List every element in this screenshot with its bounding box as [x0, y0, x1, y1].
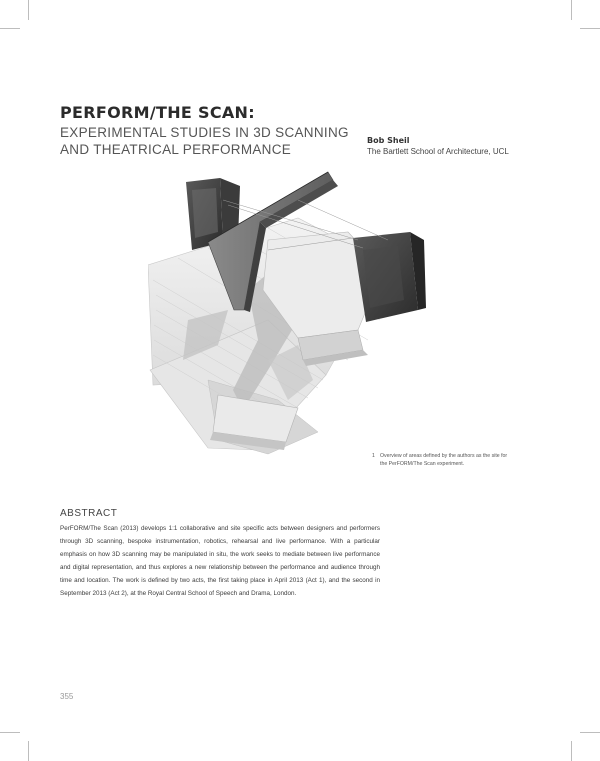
crop-mark-bottom-left-h — [0, 732, 20, 733]
figure-caption — [372, 452, 512, 468]
article-subtitle: EXPERIMENTAL STUDIES IN 3D SCANNING AND THEATRICAL PERFORMANCE — [60, 125, 349, 157]
crop-mark-top-right-h — [580, 28, 600, 29]
author-name: Bob Sheil — [367, 136, 410, 145]
crop-mark-bottom-right — [571, 741, 572, 761]
author-affiliation: The Bartlett School of Architecture, UCL — [367, 147, 509, 156]
figure-number: 1 — [372, 453, 375, 459]
crop-mark-bottom-left — [28, 741, 29, 761]
right-tower — [353, 232, 426, 322]
article-title: PERFORM/THE SCAN: — [60, 103, 255, 122]
figure-caption-text: Overview of areas defined by the authors as the site for the PerFORM/The Scan experiment. — [380, 453, 508, 467]
crop-mark-top-left — [28, 0, 29, 20]
crop-mark-top-right — [571, 0, 572, 20]
abstract-heading: ABSTRACT — [60, 508, 118, 519]
page-number: 355 — [60, 692, 74, 701]
scan-figure — [148, 170, 430, 466]
crop-mark-bottom-right-h — [580, 732, 600, 733]
crop-mark-top-left-h — [0, 28, 20, 29]
abstract-body: PerFORM/The Scan (2013) develops 1:1 collaborative and site specific acts between designers and performers through 3D scanning, bespoke instrumentation, robotics, rehearsal and live performance. With a particular emphasis on how 3D scanning may be manipulated in situ, the work seeks to mediate between live performance and digital representation, and thus explores a new relationship between the performance and audience through time and location. The work is defined by two acts, the first taking place in April 2013 (Act 1), and the second in September 2013 (Act 2), at the Royal Central School of Speech and Drama, London. — [60, 525, 380, 598]
